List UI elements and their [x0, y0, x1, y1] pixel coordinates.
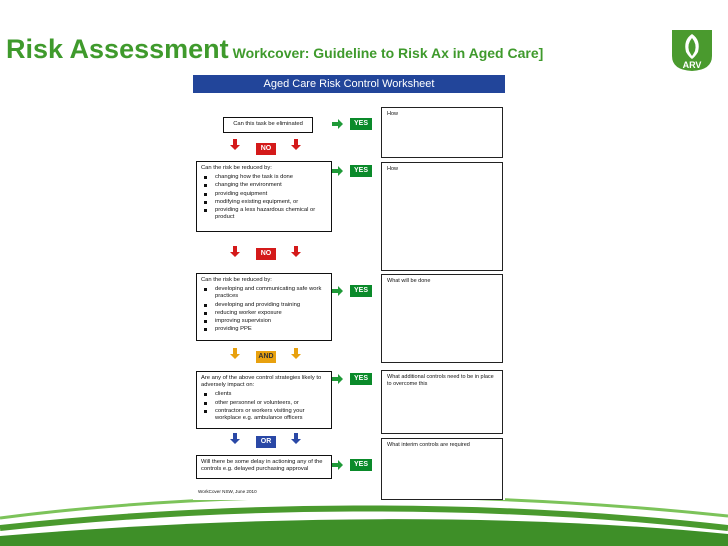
no-label: NO	[256, 143, 276, 155]
q2-item: providing equipment	[201, 191, 327, 198]
q4-item: other personnel or volunteers, or	[201, 400, 327, 407]
yes-label: YES	[350, 118, 372, 130]
q3-list	[201, 286, 327, 333]
logo-text: ARV	[682, 60, 702, 70]
or-label: OR	[256, 436, 276, 448]
q4-item: contractors or workers visiting your workplace e.g. ambulance officers	[201, 408, 327, 422]
slide-title	[6, 34, 543, 65]
question-reduce-risk-engineering	[196, 161, 332, 232]
q4-item: clients	[201, 391, 327, 398]
yes-label: YES	[350, 285, 372, 297]
q3-heading: Can the risk be reduced by:	[201, 277, 272, 283]
worksheet-header: Aged Care Risk Control Worksheet	[193, 75, 505, 93]
q4-heading: Are any of the above control strategies likely to adversely impact on:	[201, 375, 322, 389]
q2-item: modifying existing equipment, or	[201, 199, 327, 206]
q2-item: changing how the task is done	[201, 174, 327, 181]
question-reduce-risk-admin	[196, 273, 332, 341]
q3-item: improving supervision	[201, 318, 327, 325]
yes-label: YES	[350, 373, 372, 385]
question-eliminate-task: Can this task be eliminated	[223, 117, 313, 133]
answer-box-interim-controls: What interim controls are required	[381, 438, 503, 500]
q4-list	[201, 391, 327, 422]
q3-item: providing PPE	[201, 326, 327, 333]
question-delay: Will there be some delay in actioning any of the controls e.g. delayed purchasing approval	[196, 455, 332, 479]
yes-label: YES	[350, 165, 372, 177]
q2-item: changing the environment	[201, 182, 327, 189]
worksheet-footer: WorkCover NSW, June 2010	[198, 489, 257, 494]
q3-item: reducing worker exposure	[201, 310, 327, 317]
no-label: NO	[256, 248, 276, 260]
slide-title-main: Risk Assessment	[6, 34, 229, 64]
and-label: AND	[256, 351, 276, 363]
answer-box-what-will-be-done: What will be done	[381, 274, 503, 363]
q2-item: providing a less hazardous chemical or product	[201, 207, 327, 221]
question-adverse-impact	[196, 371, 332, 429]
q3-item: developing and providing training	[201, 302, 327, 309]
answer-box-how-2: How	[381, 162, 503, 271]
q2-list	[201, 174, 327, 221]
answer-box-how: How	[381, 107, 503, 158]
q3-item: developing and communicating safe work practices	[201, 286, 327, 300]
q2-heading: Can the risk be reduced by:	[201, 165, 272, 171]
arv-logo-icon	[670, 26, 714, 72]
slide-title-sub: Workcover: Guideline to Risk Ax in Aged Care]	[232, 45, 544, 61]
risk-control-worksheet	[193, 75, 505, 500]
yes-label: YES	[350, 459, 372, 471]
arv-logo	[670, 26, 714, 72]
answer-box-additional-controls: What additional controls need to be in place to overcome this	[381, 370, 503, 434]
